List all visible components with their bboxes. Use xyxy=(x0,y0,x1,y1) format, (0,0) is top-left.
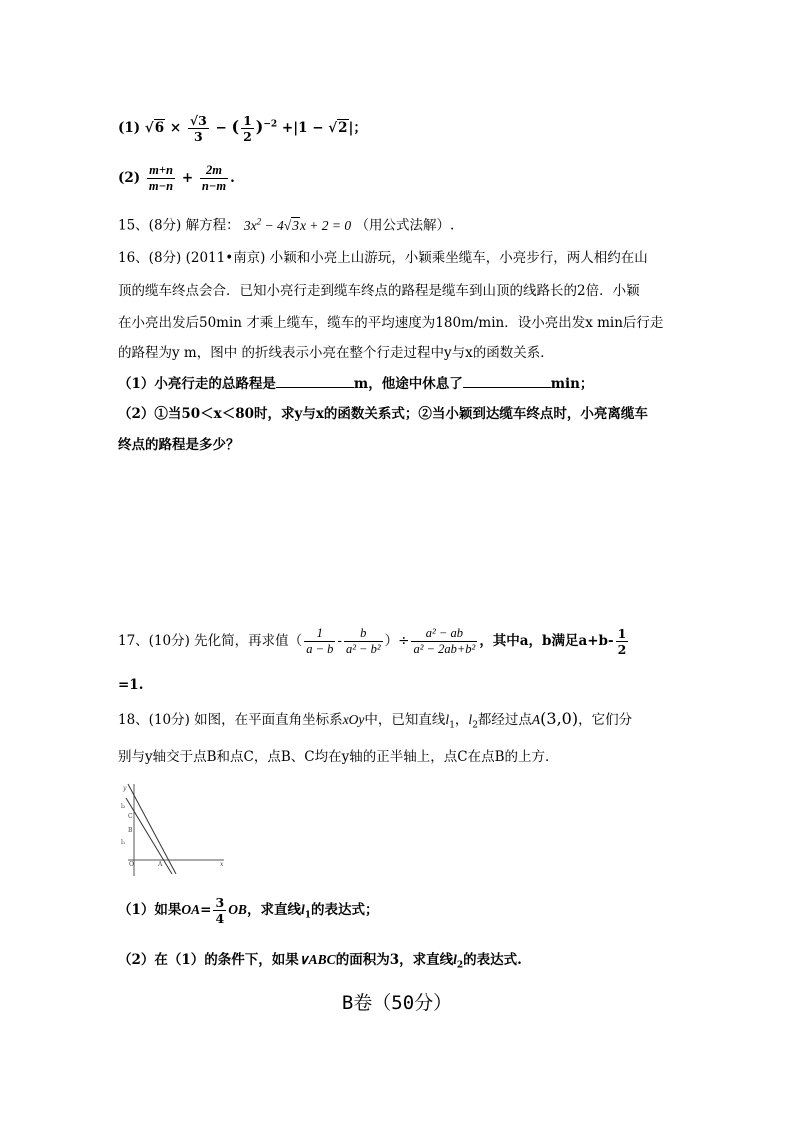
q16-sub1: （1）小亮行走的总路程是 m，他途中休息了 min； xyxy=(118,376,594,392)
q14-part1: (1) √6 × $\frac{√3}{3}$ − ( $\frac{1}{2}$ )$^{-2}$ +|1 − √2|； xyxy=(118,113,367,144)
q16-sub2-line2: 终点的路程是多少？ xyxy=(118,437,240,453)
q14-p1-label: (1) xyxy=(118,120,141,136)
answer-blank-2[interactable] xyxy=(463,375,551,388)
fig-label-a: A xyxy=(158,861,163,868)
fraction-1-over-a-minus-b: $\frac{1}{a - b}$ xyxy=(306,626,334,656)
q17-line2: =1. xyxy=(118,677,144,693)
fraction-half: $\frac{1}{2}$ xyxy=(243,113,252,144)
fig-label-l2: l₂ xyxy=(121,803,126,810)
q14-p2-label: (2) xyxy=(118,170,141,186)
q17-line1: 17、(10分) 先化简，再求值（ $\frac{1}{a - b}$ - $\frac{b}{\text{a² − b²}}$ ）÷ $\frac{\text{a² − ab}}{\text{a² − 2ab+b²}}$ ，其中a，b满足a+b- $\frac{1}{2}$ xyxy=(118,626,627,657)
q18-line2: 别与y轴交于点B和点C，点B、C均在y轴的正半轴上，点C在点B的上方． xyxy=(118,749,559,765)
q14-part2: (2) $\frac{m+n}{m-n}$ + $\frac{2m}{n-m}$ . xyxy=(118,163,235,193)
q15-line: 15、(8分) 解方程： $3x^2 - 4√3x + 2 = 0$ （用公式法解）. xyxy=(118,216,455,234)
q16-line2: 顶的缆车终点会合．已知小亮行走到缆车终点的路程是缆车到山顶的线路长的2倍．小颖 xyxy=(118,283,640,299)
section-b-title: B卷（50分） xyxy=(341,992,453,1014)
coordinate-figure xyxy=(114,780,229,880)
q16-line1: 16、(8分) (2011•南京) 小颖和小亮上山游玩，小颖乘坐缆车，小亮步行，两人相约在山 xyxy=(118,250,648,266)
fraction-one-half: $\frac{1}{2}$ xyxy=(617,626,627,657)
fraction-2m: $\frac{2m}{n-m}$ xyxy=(201,163,227,193)
fraction-m-plus-n: $\frac{m+n}{m-n}$ xyxy=(148,163,174,193)
sqrt-6: √6 xyxy=(144,120,165,136)
answer-blank-1[interactable] xyxy=(276,375,354,388)
q16-line3: 在小亮出发后50min 才乘上缆车，缆车的平均速度为180m/min．设小亮出发x min后行走 xyxy=(118,315,664,331)
fraction-three-quarters: $\frac{3}{4}$ xyxy=(215,895,225,926)
fig-label-l1: l₁ xyxy=(121,839,126,846)
fig-label-c: C xyxy=(128,813,133,820)
fig-label-y: y xyxy=(123,785,127,792)
fig-label-o: O xyxy=(129,861,134,868)
sqrt-2: √2 xyxy=(328,120,348,136)
fraction-a2-minus-ab: $\frac{\text{a² − ab}}{\text{a² − 2ab+b²}}$ xyxy=(413,626,476,656)
q18-sub1: （1）如果OA= $\frac{3}{4}$ OB，求直线$l_1$的表达式； xyxy=(118,895,379,926)
q16-sub2-line1: （2）①当50＜x＜80时，求y与x的函数关系式；②当小颖到达缆车终点时，小亮离缆车 xyxy=(118,406,648,422)
fig-label-b: B xyxy=(128,827,133,834)
q18-sub2: （2）在（1）的条件下，如果∨ABC的面积为3，求直线$l_2$的表达式. xyxy=(118,952,522,971)
fig-label-x: x xyxy=(220,861,224,868)
q16-line4: 的路程为y m，图中 的折线表示小亮在整个行走过程中y与x的函数关系． xyxy=(118,345,554,361)
q18-line1: 18、(10分) 如图，在平面直角坐标系xOy中，已知直线$l_1$，$l_2$都经过点A(3,0)，它们分 xyxy=(118,709,633,731)
fraction-b-over-a2-minus-b2: $\frac{b}{\text{a² − b²}}$ xyxy=(345,626,381,656)
fraction-sqrt3-over-3: $\frac{√3}{3}$ xyxy=(189,113,207,144)
